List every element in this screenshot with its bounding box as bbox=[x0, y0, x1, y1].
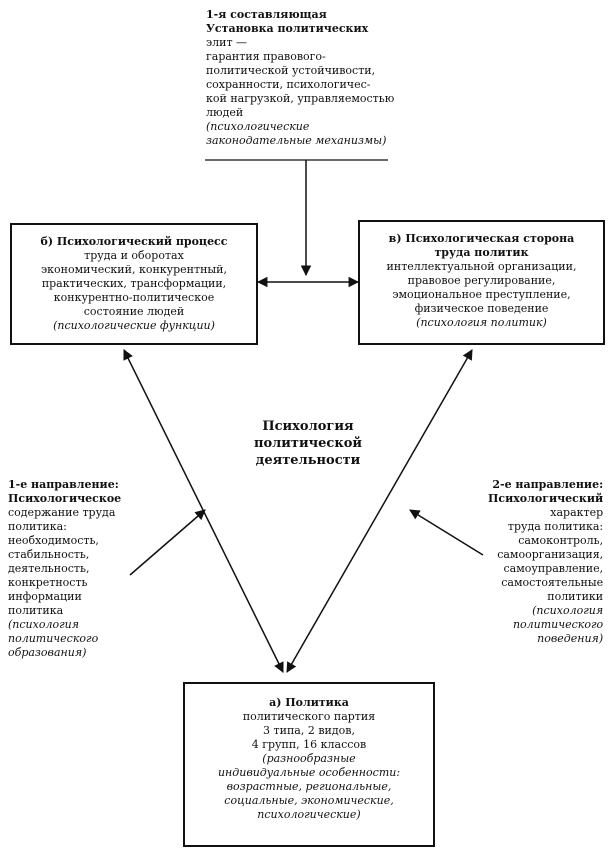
left-block-line: необходимость, bbox=[8, 534, 99, 547]
box-b-line: труда и оборотах bbox=[84, 249, 184, 262]
box-v-line: (психология политик) bbox=[416, 316, 547, 329]
box-a-line: индивидуальные особенности: bbox=[217, 766, 401, 779]
top-block-line: законодательные механизмы) bbox=[206, 134, 387, 147]
top-block-line: сохранности, психологичес- bbox=[206, 78, 371, 91]
left-block-line: политика bbox=[8, 604, 64, 617]
box-a-line: политического партия bbox=[242, 710, 376, 723]
right-diagonal-arrow bbox=[287, 350, 472, 672]
top-block-line: (психологические bbox=[206, 120, 310, 133]
left-block-line: конкретность bbox=[8, 576, 88, 589]
top-block-line: элит — bbox=[206, 36, 248, 49]
center-title-line: политической bbox=[253, 436, 363, 451]
left-block-line: информации bbox=[8, 590, 82, 603]
box-b-line: б) Психологический процесс bbox=[40, 235, 228, 248]
box-a-line: (разнообразные bbox=[262, 752, 356, 765]
box-b-line: (психологические функции) bbox=[53, 319, 215, 332]
right-block-line: самоуправление, bbox=[503, 562, 604, 575]
right-block-line: политического bbox=[512, 618, 604, 631]
box-b-line: состояние людей bbox=[83, 305, 185, 318]
box-v-line: в) Психологическая сторона bbox=[388, 232, 575, 245]
left-side-arrow bbox=[130, 510, 205, 575]
box-b-line: экономический, конкурентный, bbox=[40, 263, 228, 276]
left-block-line: деятельность, bbox=[8, 562, 90, 575]
top-block-line: людей bbox=[206, 106, 244, 119]
top-block bbox=[206, 8, 394, 148]
box-v-line: физическое поведение bbox=[414, 302, 549, 315]
right-block-line: характер bbox=[550, 506, 604, 519]
box-a-line: возрастные, региональные, bbox=[226, 780, 392, 793]
left-block-line: содержание труда bbox=[8, 506, 116, 519]
center-title-line: деятельности bbox=[255, 453, 361, 468]
box-a-line: психологические) bbox=[257, 808, 361, 821]
right-block-line: политики bbox=[547, 590, 604, 603]
box-a-line: 4 групп, 16 классов bbox=[251, 738, 367, 751]
left-block-line: политического bbox=[8, 632, 99, 645]
right-block-line: (психология bbox=[532, 604, 604, 617]
right-block-line: самоконтроль, bbox=[518, 534, 604, 547]
left-block bbox=[8, 478, 121, 660]
box-a bbox=[183, 682, 435, 847]
top-block-line: кой нагрузкой, управляемостью bbox=[206, 92, 395, 105]
left-block-line: Психологическое bbox=[8, 492, 122, 505]
box-v-line: интеллектуальной организации, bbox=[386, 260, 577, 273]
box-a-line: а) Политика bbox=[269, 696, 349, 709]
left-block-line: стабильность, bbox=[8, 548, 90, 561]
right-block-line: самостоятельные bbox=[501, 576, 604, 589]
right-block-line: 2-е направление: bbox=[492, 478, 604, 491]
top-block-line: политической устойчивости, bbox=[206, 64, 376, 77]
center-title bbox=[238, 418, 378, 469]
center-title-line: Психология bbox=[262, 419, 354, 434]
right-block-line: труда политика: bbox=[507, 520, 604, 533]
right-block bbox=[488, 478, 603, 646]
right-side-arrow bbox=[410, 510, 483, 555]
top-block-line: Установка политических bbox=[206, 22, 369, 35]
box-v-line: эмоциональное преступление, bbox=[392, 288, 571, 301]
box-b-line: практических, трансформации, bbox=[41, 277, 227, 290]
left-block-line: образования) bbox=[8, 646, 87, 659]
left-block-line: (психология bbox=[8, 618, 80, 631]
left-block-line: политика: bbox=[8, 520, 67, 533]
box-v-line: труда политик bbox=[434, 246, 529, 259]
box-v-line: правовое регулирование, bbox=[407, 274, 556, 287]
right-block-line: Психологический bbox=[488, 492, 604, 505]
box-v bbox=[358, 220, 605, 345]
left-block-line: 1-е направление: bbox=[8, 478, 119, 491]
box-b-line: конкурентно-политическое bbox=[53, 291, 215, 304]
box-a-line: социальные, экономические, bbox=[224, 794, 394, 807]
box-b bbox=[10, 223, 258, 345]
right-block-line: поведения) bbox=[537, 632, 604, 645]
right-block-line: самоорганизация, bbox=[497, 548, 604, 561]
top-block-line: 1-я составляющая bbox=[206, 8, 327, 21]
box-a-line: 3 типа, 2 видов, bbox=[263, 724, 355, 737]
top-block-line: гарантия правового- bbox=[206, 50, 326, 63]
